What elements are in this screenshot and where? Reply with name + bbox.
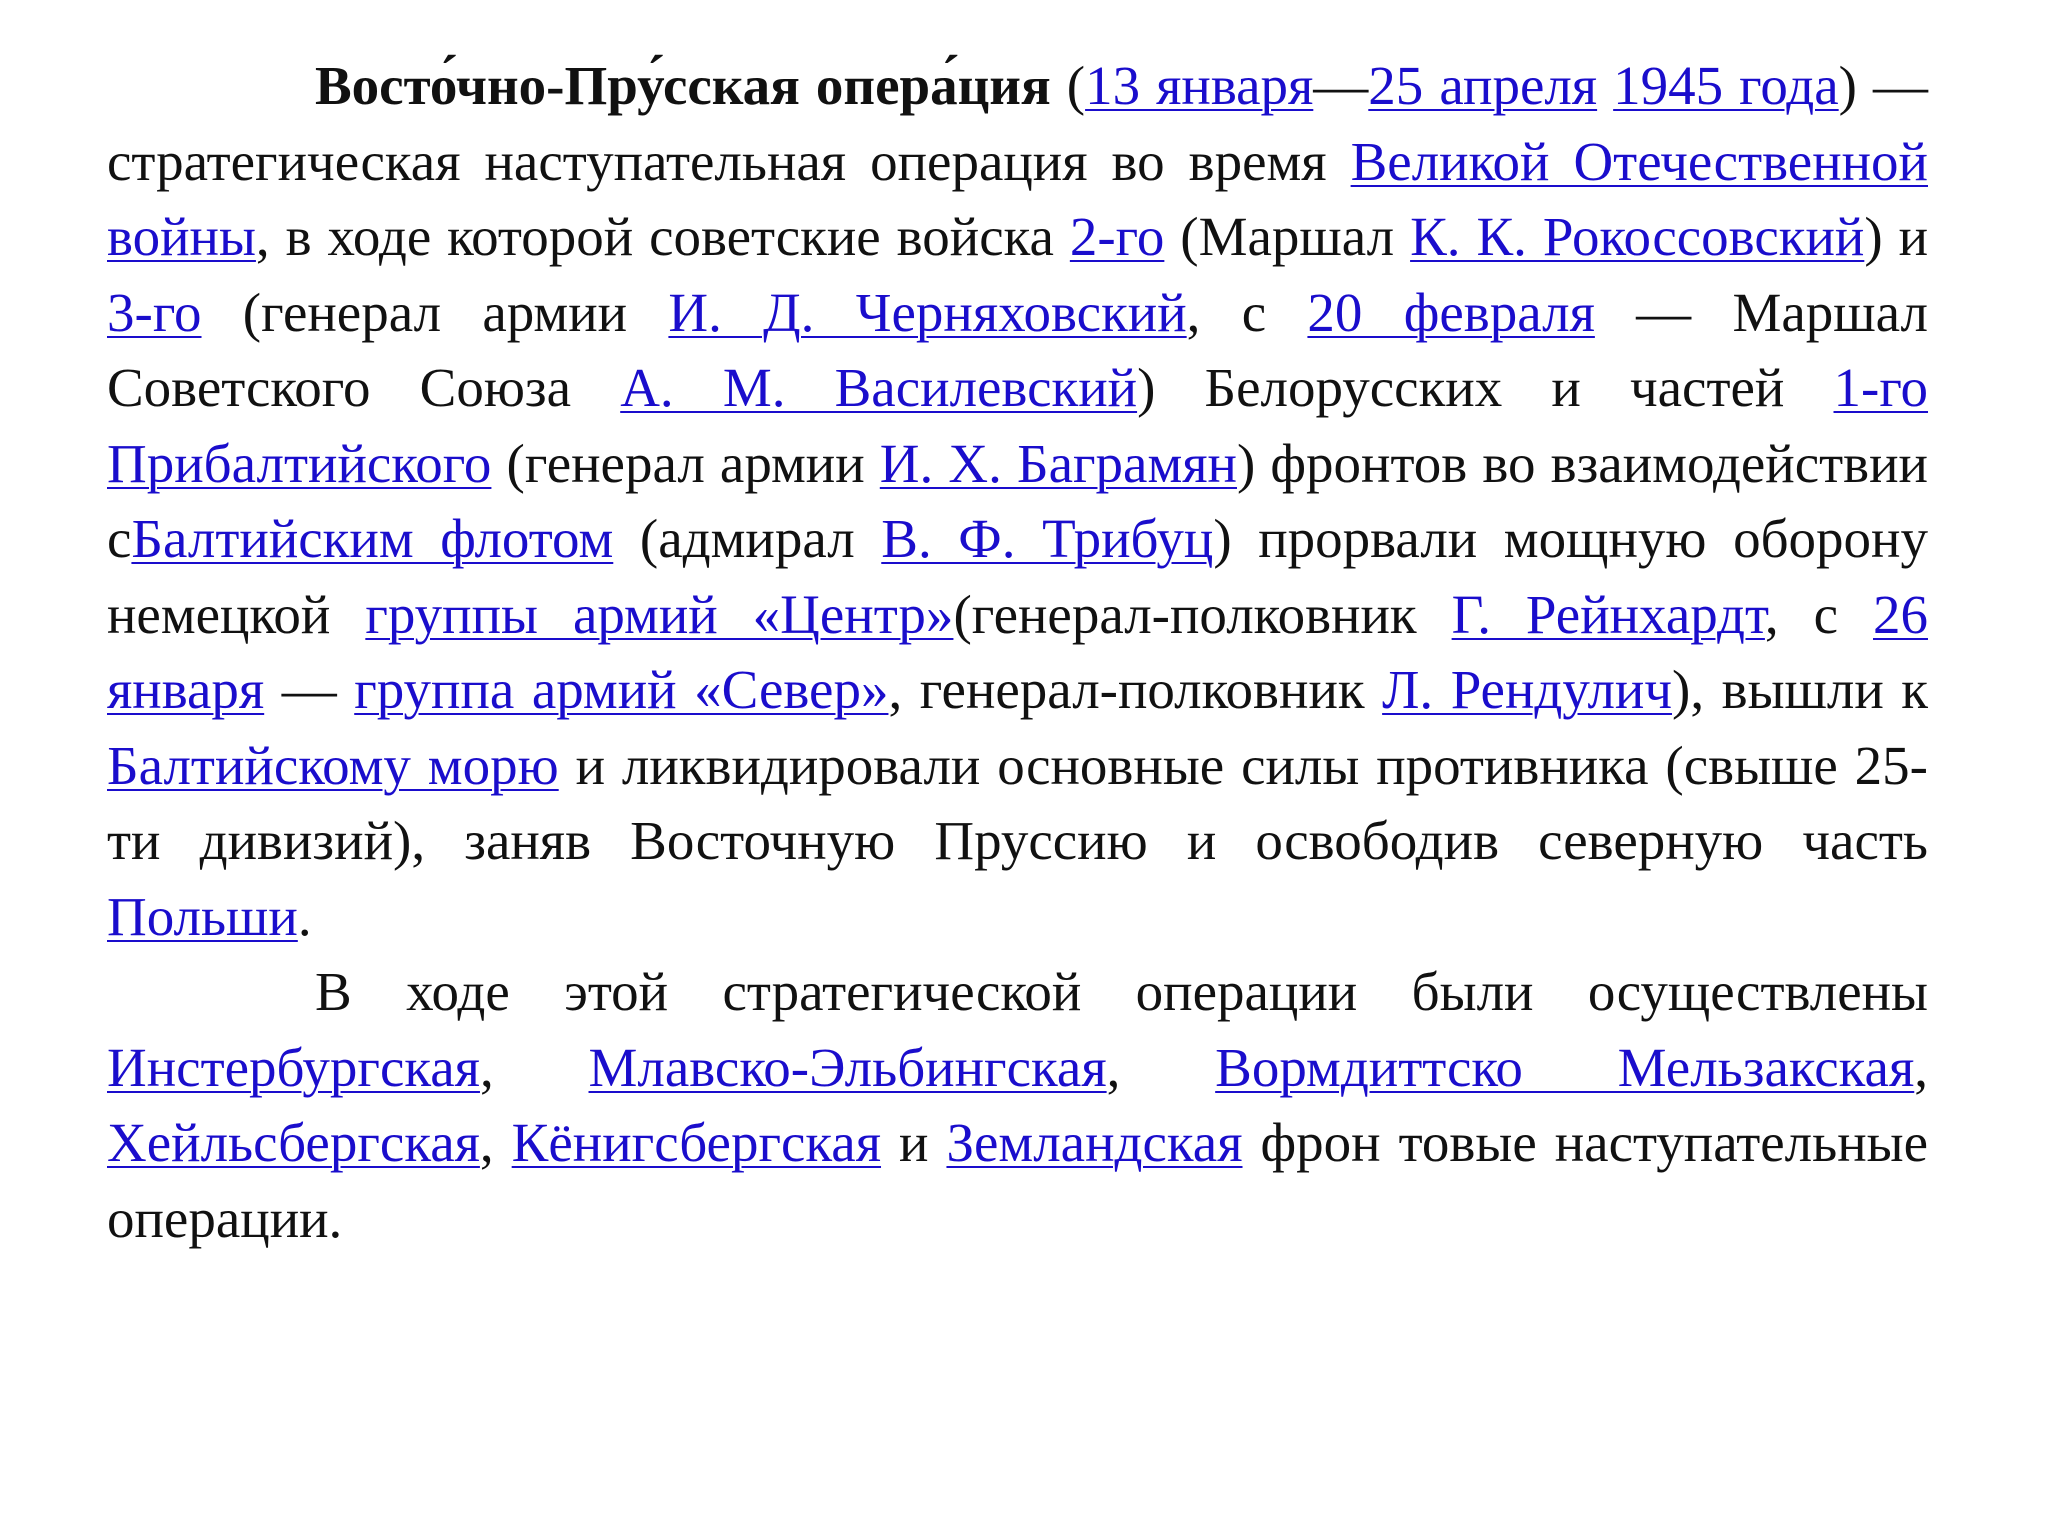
text-span: и bbox=[881, 1112, 947, 1173]
link-20-february[interactable]: 20 февраля bbox=[1307, 281, 1595, 343]
link-1st-baltic-front[interactable]: 1-го Прибалтийского bbox=[107, 357, 1929, 494]
link-insterburg-operation[interactable]: Инстербургская bbox=[107, 1036, 480, 1098]
link-bagramyan[interactable]: И. Х. Баграмян bbox=[879, 432, 1237, 494]
link-2nd-belorussian-front[interactable]: 2-го bbox=[1069, 206, 1165, 267]
text-span: ) — стратегическая наступательная операция во время bbox=[107, 55, 1929, 192]
link-3rd-belorussian-front[interactable]: 3-го bbox=[107, 281, 202, 343]
text-span: ( bbox=[1050, 55, 1086, 116]
text-span: , bbox=[479, 1112, 512, 1173]
text-span: — bbox=[264, 659, 355, 720]
link-mlawa-elbing-operation[interactable]: Млавско-Эльбингская bbox=[588, 1036, 1107, 1098]
link-26-january[interactable]: 26 января bbox=[107, 583, 1928, 720]
text-span: (генерал армии bbox=[491, 432, 880, 494]
text-span: ) Белорусских и частей bbox=[1137, 357, 1834, 418]
text-span: — bbox=[1313, 55, 1369, 116]
link-1945-year[interactable]: 1945 года bbox=[1613, 55, 1839, 116]
text-span: фрон товые наступательные операции. bbox=[107, 1112, 1928, 1249]
link-tributs[interactable]: В. Ф. Трибуц bbox=[881, 508, 1214, 569]
text-span: , bbox=[479, 1036, 589, 1098]
text-span: , bbox=[1914, 1036, 1928, 1098]
link-army-group-north[interactable]: группа армий «Север» bbox=[354, 659, 889, 720]
link-13-january[interactable]: 13 января bbox=[1085, 55, 1314, 116]
text-span: (генерал-полковник bbox=[953, 583, 1452, 645]
paragraph-sub-operations bbox=[107, 954, 1928, 1256]
link-army-group-center[interactable]: группы армий «Центр» bbox=[365, 583, 954, 645]
link-great-patriotic-war[interactable]: Великой Отечественной войны bbox=[107, 130, 1928, 267]
link-chernyakhovsky[interactable]: И. Д. Черняховский bbox=[668, 281, 1187, 343]
text-span: (адмирал bbox=[613, 508, 882, 569]
text-span: и ликвидировали основные силы противника (свыше 25-ти дивизий), заняв Восточную Пруссию и освободив северную часть bbox=[107, 734, 1928, 871]
link-baltic-sea[interactable]: Балтийскому морю bbox=[107, 734, 559, 796]
link-heilsberg-operation[interactable]: Хейльсбергская bbox=[107, 1112, 480, 1173]
link-zemland-operation[interactable]: Земландская bbox=[946, 1112, 1243, 1173]
document-page bbox=[107, 48, 1928, 1256]
text-span: , с bbox=[1186, 281, 1308, 343]
text-span: , с bbox=[1764, 583, 1873, 645]
text-span: В ходе этой стратегической операции были осуществлены bbox=[315, 961, 1928, 1022]
link-25-april[interactable]: 25 апреля bbox=[1368, 55, 1598, 116]
link-rokossovsky[interactable]: К. К. Рокоссовский bbox=[1410, 206, 1865, 267]
text-span: (Маршал bbox=[1164, 206, 1411, 267]
link-baltic-fleet[interactable]: Балтийским флотом bbox=[131, 508, 614, 569]
text-span: — Маршал Советского Союза bbox=[107, 281, 1928, 418]
text-span: ) фронтов во взаимодействии с bbox=[107, 432, 1928, 569]
link-reinhardt[interactable]: Г. Рейнхардт bbox=[1451, 583, 1765, 645]
paragraph-east-prussian-operation bbox=[107, 48, 1928, 954]
text-span bbox=[1597, 55, 1613, 116]
text-span: . bbox=[297, 885, 312, 947]
text-span: , генерал-полковник bbox=[888, 659, 1383, 720]
link-rendulic[interactable]: Л. Рендулич bbox=[1382, 659, 1673, 720]
link-koenigsberg-operation[interactable]: Кёнигсбергская bbox=[511, 1112, 882, 1173]
text-span: , в ходе которой советские войска bbox=[255, 206, 1070, 267]
text-span: ) и bbox=[1864, 206, 1929, 267]
text-span: ), вышли к bbox=[1672, 659, 1928, 720]
text-span: , bbox=[1106, 1036, 1216, 1098]
link-wormditt-melsack-operation[interactable]: Вормдиттско Мельзакская bbox=[1215, 1036, 1915, 1098]
article-title: Восто́чно-Пру́сская опера́ция bbox=[315, 55, 1051, 116]
text-span: ) прорвали мощную оборону немецкой bbox=[107, 508, 1928, 645]
link-poland[interactable]: Польши bbox=[107, 885, 298, 947]
text-span: (генерал армии bbox=[201, 281, 669, 343]
link-vasilevsky[interactable]: А. М. Василевский bbox=[620, 357, 1138, 418]
